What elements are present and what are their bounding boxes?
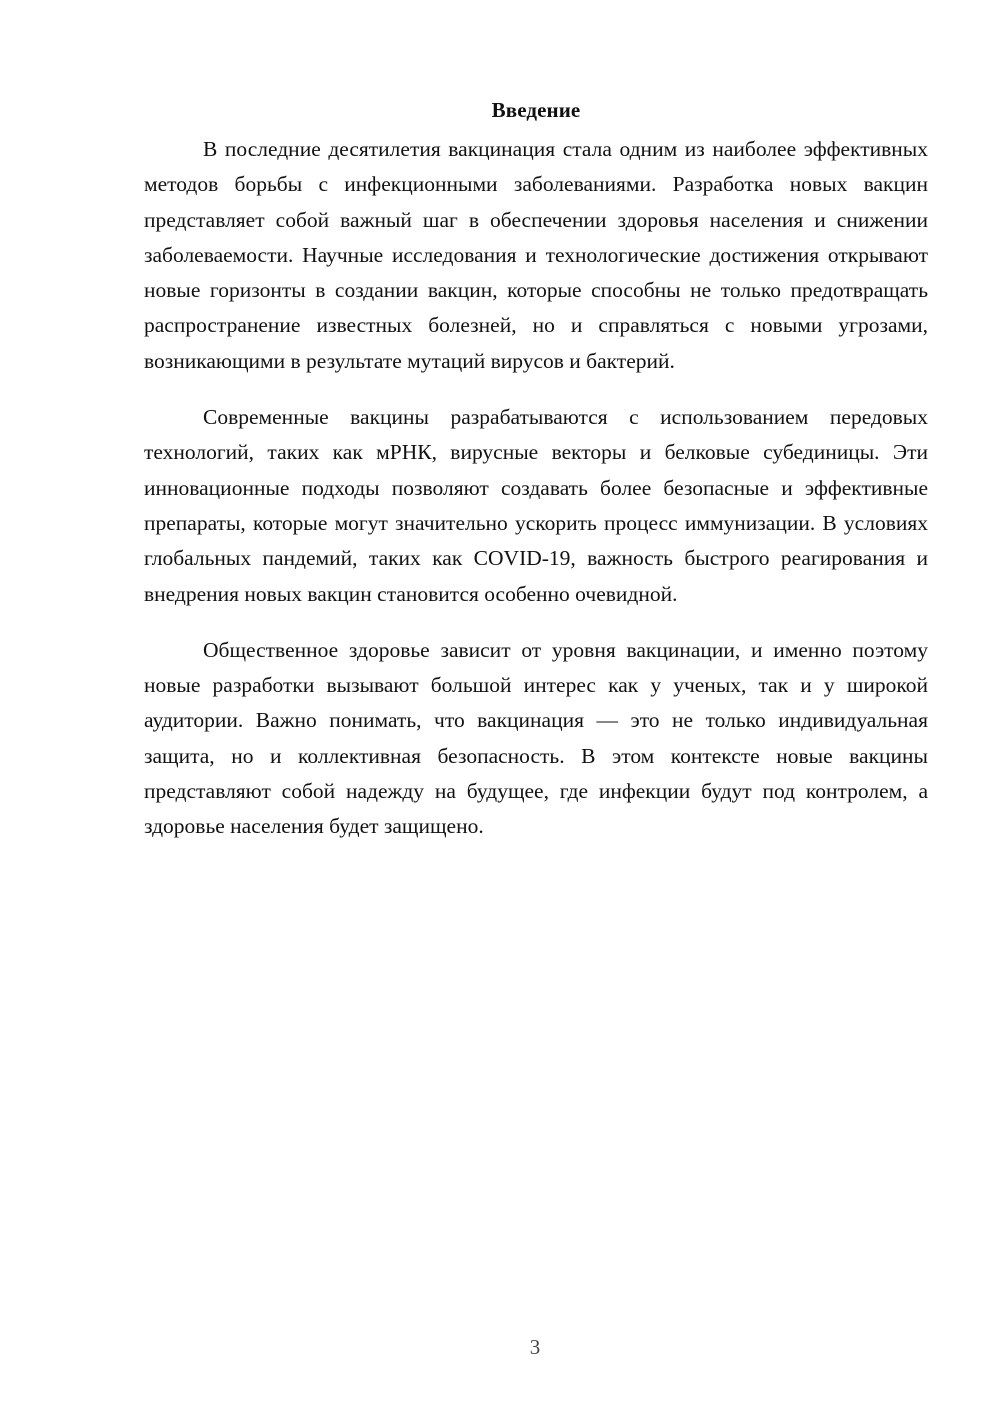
document-body (144, 96, 928, 866)
page-number: 3 (529, 1335, 541, 1359)
paragraph-1: В последние десятилетия вакцинация стала одним из наиболее эффективных методов борьбы с инфекционными заболеваниями. Разработка новых вакцин представляет собой важный шаг в обеспечении здоровья населения и снижении заболеваемости. Научные исследования и технологические достижения открывают новые горизонты в создании вакцин, которые способны не только предотвращать распространение известных болезней, но и справляться с новыми угрозами, возникающими в результате мутаций вирусов и бактерий. (144, 137, 928, 373)
section-heading: Введение (491, 98, 581, 122)
paragraph-3: Общественное здоровье зависит от уровня вакцинации, и именно поэтому новые разработки вызывают большой интерес как у ученых, так и у широкой аудитории. Важно понимать, что вакцинация — это не только индивидуальная защита, но и коллективная безопасность. В этом контексте новые вакцины представляют собой надежду на будущее, где инфекции будут под контролем, а здоровье населения будет защищено. (144, 637, 928, 839)
paragraph-2: Современные вакцины разрабатываются с использованием передовых технологий, таких как мРНК, вирусные векторы и белковые субединицы. Эти инновационные подходы позволяют создавать более безопасные и эффективные препараты, которые могут значительно ускорить процесс иммунизации. В условиях глобальных пандемий, таких как COVID-19, важность быстрого реагирования и внедрения новых вакцин становится особенно очевидной. (144, 405, 928, 606)
